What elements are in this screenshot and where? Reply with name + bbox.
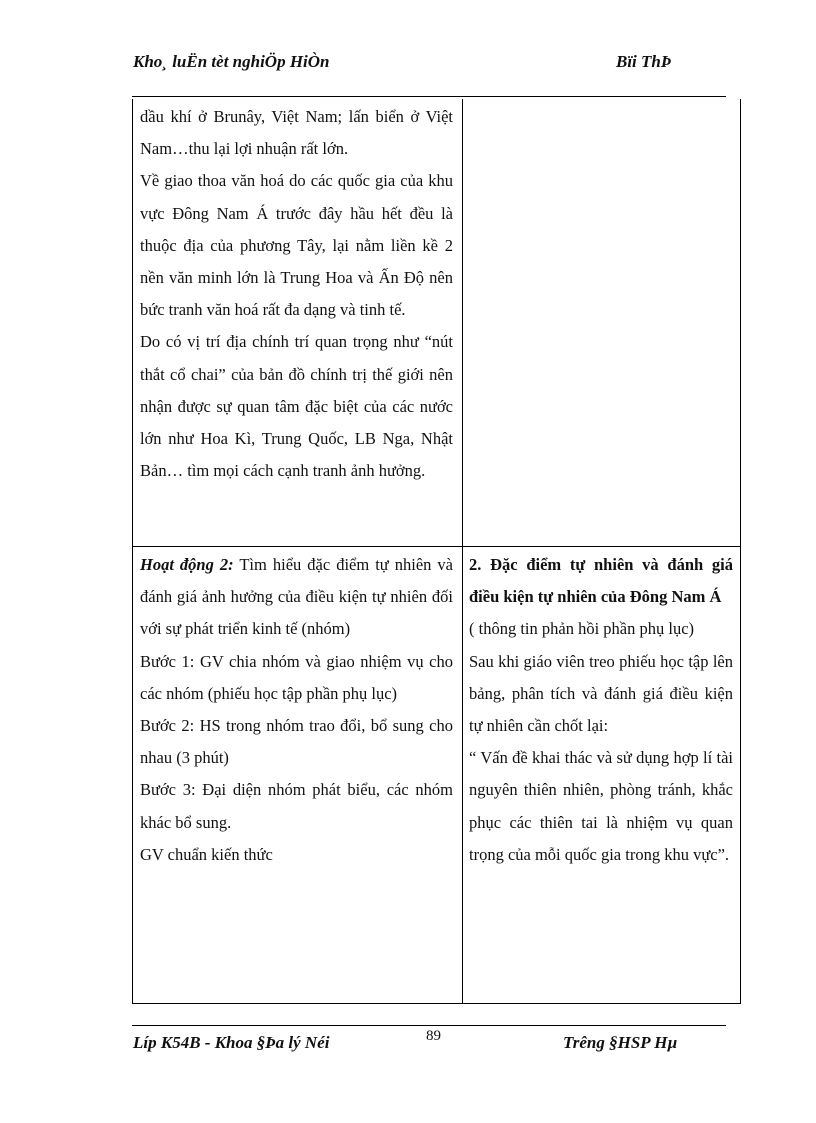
section-heading: 2. Đặc điểm tự nhiên và đánh giá điều kiện tự nhiên của Đông Nam Á xyxy=(469,555,733,607)
step-4: GV chuẩn kiến thức xyxy=(140,844,273,864)
paragraph: “ Vấn đề khai thác và sử dụng hợp lí tài nguyên thiên nhiên, phòng tránh, khắc phục các thiên tai là nhiệm vụ quan trọng của mỗi quốc gia trong khu vực”. xyxy=(469,748,733,864)
activity-text: Tìm hiểu đặc điểm tự nhiên và đánh giá ảnh hưởng của điều kiện tự nhiên đối với sự phát triển kinh tế (nhóm) xyxy=(140,555,453,639)
footer-right: Trêng §HSP Hµ xyxy=(563,1033,678,1052)
paragraph: Do có vị trí địa chính trí quan trọng như “nút thắt cổ chai” của bản đồ chính trị thế giới nên nhận được sự quan tâm đặc biệt của các nước lớn như Hoa Kì, Trung Quốc, LB Nga, Nhật Bản… tìm mọi cách cạnh tranh ảnh hưởng. xyxy=(140,332,453,481)
paragraph: Về giao thoa văn hoá do các quốc gia của khu vực Đông Nam Á trước đây hầu hết đều là thuộc địa của phương Tây, lại nằm liền kề 2 nền văn minh lớn là Trung Hoa và Ấn Độ nên bức tranh văn hoá rất đa dạng và tinh tế. xyxy=(140,171,453,320)
footer-rule xyxy=(132,1025,726,1026)
step-1: Bước 1: GV chia nhóm và giao nhiệm vụ cho các nhóm (phiếu học tập phần phụ lục) xyxy=(140,651,453,703)
activity-label: Hoạt động 2: xyxy=(140,555,234,574)
step-2: Bước 2: HS trong nhóm trao đổi, bổ sung cho nhau (3 phút) xyxy=(140,716,453,768)
step-3: Bước 3: Đại diện nhóm phát biểu, các nhóm khác bổ sung. xyxy=(140,780,453,832)
table-column-divider xyxy=(462,99,463,1003)
activity-paragraph xyxy=(140,549,453,646)
row1-left-cell xyxy=(140,101,453,487)
row2-left-cell xyxy=(140,549,453,871)
header-left-title: Kho¸ luËn tèt nghiÖp HiÒn xyxy=(133,52,330,71)
header-rule xyxy=(132,96,726,97)
table-row-divider xyxy=(133,546,740,547)
footer-left: Líp K54B - Khoa §Þa lý Néi xyxy=(133,1033,330,1052)
content-table xyxy=(132,99,741,1004)
paragraph: dầu khí ở Brunây, Việt Nam; lấn biển ở Việt Nam…thu lại lợi nhuận rất lớn. xyxy=(140,107,453,159)
paragraph: ( thông tin phản hồi phần phụ lục) xyxy=(469,619,695,639)
paragraph: Sau khi giáo viên treo phiếu học tập lên bảng, phân tích và đánh giá điều kiện tự nhiên cần chốt lại: xyxy=(469,651,733,736)
row2-right-cell xyxy=(469,549,733,871)
header-right-author: Bïi ThÞ xyxy=(616,52,672,71)
page-number: 89 xyxy=(426,1028,441,1044)
